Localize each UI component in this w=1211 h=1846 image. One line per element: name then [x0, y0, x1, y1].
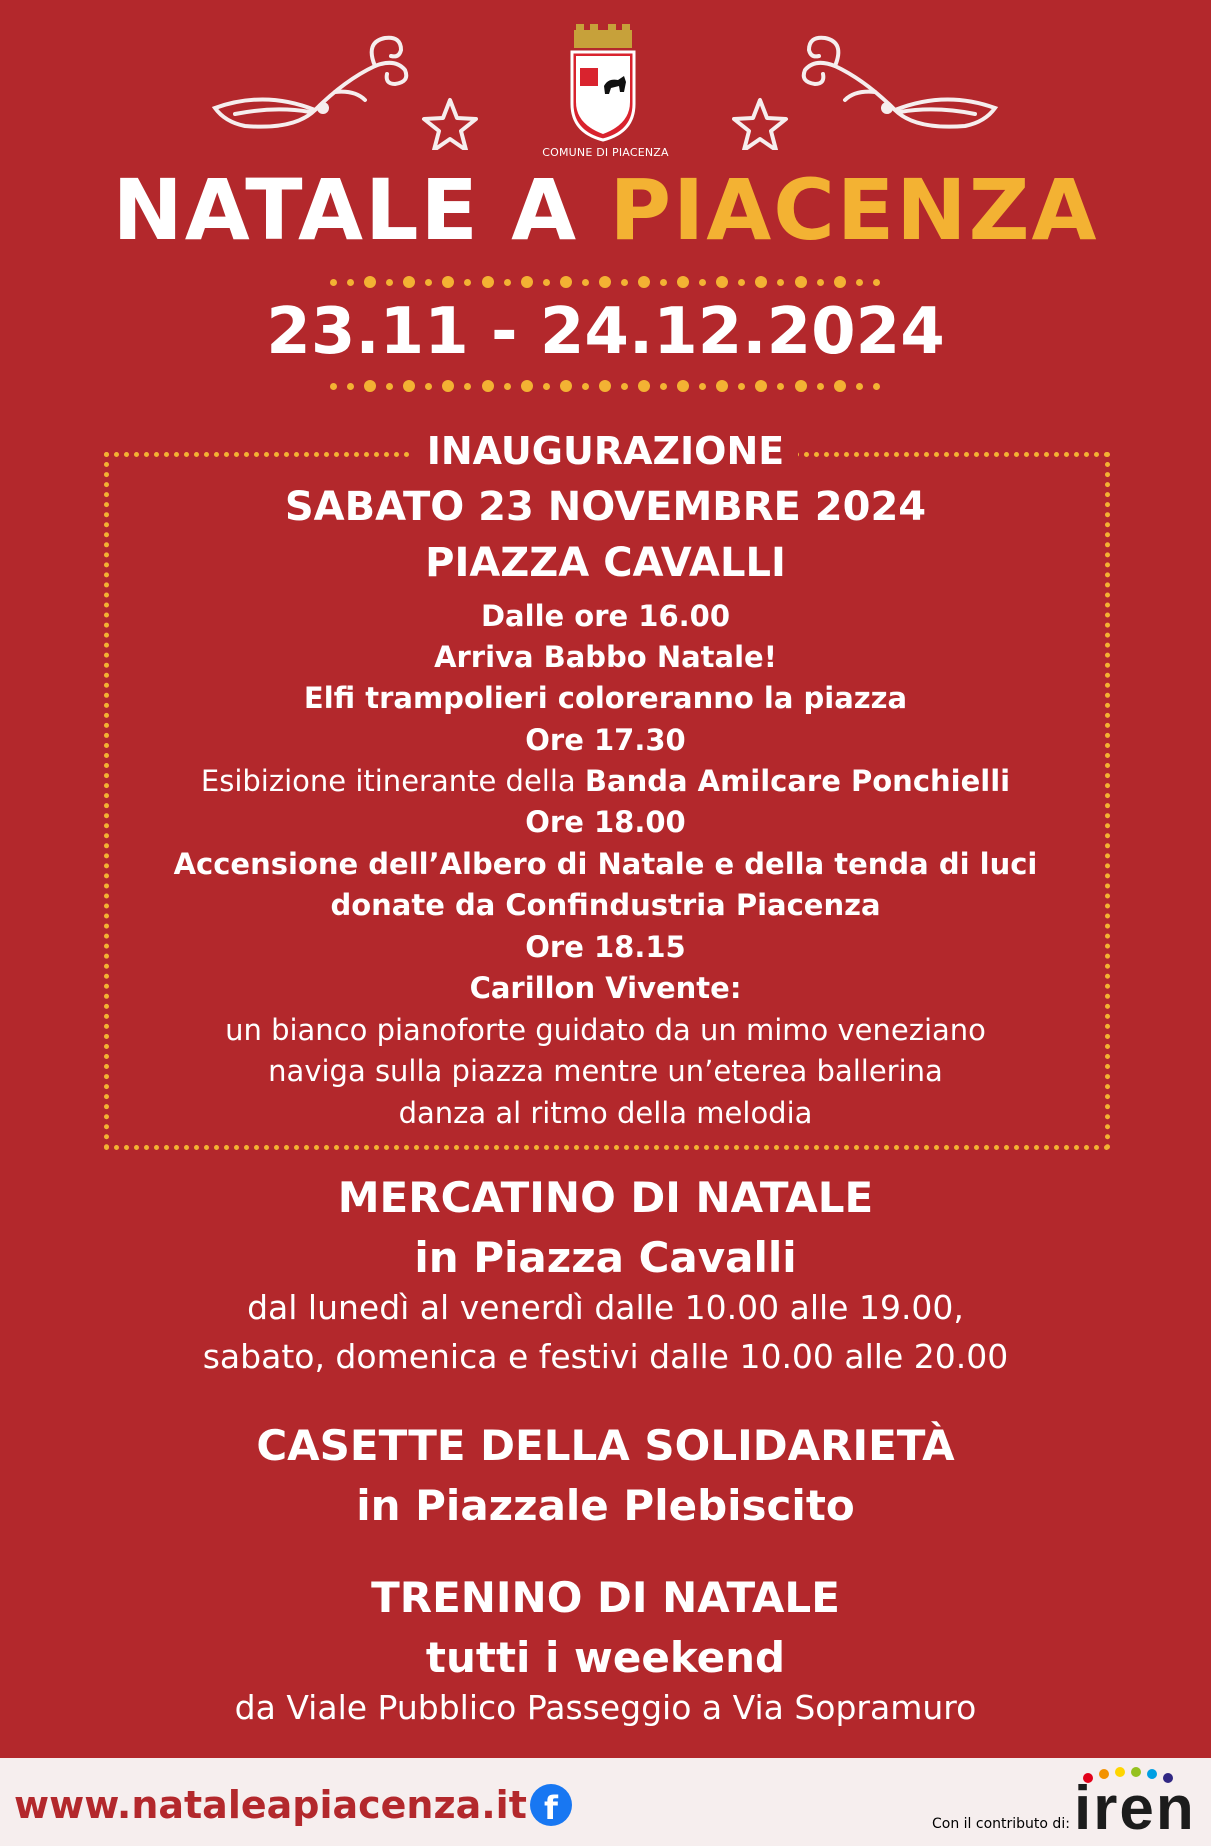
- divider-dot: [543, 279, 550, 286]
- divider-dot: [599, 380, 611, 392]
- item-carillon-line2: naviga sulla piazza mentre un’eterea ballerina: [268, 1054, 943, 1088]
- divider-dot: [543, 383, 550, 390]
- holly-decoration-right-icon: [725, 30, 1005, 150]
- divider-dot: [504, 383, 511, 390]
- divider-dot: [621, 279, 628, 286]
- market-hours-weekend: sabato, domenica e festivi dalle 10.00 alle 20.00: [202, 1337, 1009, 1376]
- divider-dot: [699, 383, 706, 390]
- item-babbo-natale: Arriva Babbo Natale!: [434, 640, 777, 674]
- crest-caption: COMUNE DI PIACENZA: [542, 146, 669, 159]
- train-route: da Viale Pubblico Passeggio a Via Sopramuro: [234, 1688, 977, 1727]
- inauguration-date: SABATO 23 NOVEMBRE 2024: [284, 484, 927, 530]
- inauguration-place: PIAZZA CAVALLI: [425, 540, 786, 586]
- divider-dot: [638, 380, 650, 392]
- title-white: NATALE A: [112, 161, 579, 259]
- divider-dot: [482, 276, 494, 288]
- divider-dot: [347, 279, 354, 286]
- divider-dot: [347, 383, 354, 390]
- divider-dot: [521, 276, 533, 288]
- divider-dot: [856, 383, 863, 390]
- divider-dot: [856, 279, 863, 286]
- divider-dot: [403, 380, 415, 392]
- item-albero: Accensione dell’Albero di Natale e della tenda di luci: [173, 847, 1038, 881]
- train-when: tutti i weekend: [425, 1633, 786, 1682]
- divider-dot: [755, 380, 767, 392]
- poster-title: [0, 160, 1211, 260]
- divider-dot: [795, 276, 807, 288]
- divider-dot: [330, 383, 337, 390]
- divider-dot: [330, 279, 337, 286]
- divider-dot: [716, 276, 728, 288]
- divider-dot: [660, 383, 667, 390]
- item-banda: Esibizione itinerante della Banda Amilcare Ponchielli: [200, 764, 1011, 798]
- item-elfi: Elfi trampolieri coloreranno la piazza: [303, 681, 908, 715]
- contribution-label: Con il contributo di:: [932, 1816, 1070, 1832]
- divider-dot: [777, 279, 784, 286]
- event-dates: 23.11 - 24.12.2024: [266, 295, 945, 369]
- divider-dot: [464, 383, 471, 390]
- divider-dot: [442, 380, 454, 392]
- item-confindustria: donate da Confindustria Piacenza: [330, 888, 881, 922]
- divider-dot: [364, 276, 376, 288]
- divider-dot: [582, 383, 589, 390]
- time-1815: Ore 18.15: [525, 930, 686, 964]
- divider-dot: [716, 380, 728, 392]
- divider-dot: [777, 383, 784, 390]
- title-gold: PIACENZA: [609, 161, 1099, 259]
- divider-dot: [403, 276, 415, 288]
- divider-dot: [386, 383, 393, 390]
- divider-dot: [386, 279, 393, 286]
- divider-dot: [504, 279, 511, 286]
- item-carillon-line3: danza al ritmo della melodia: [398, 1096, 813, 1130]
- time-1800: Ore 18.00: [525, 805, 686, 839]
- divider-dot: [699, 279, 706, 286]
- divider-dot: [738, 279, 745, 286]
- divider-dot: [482, 380, 494, 392]
- holly-decoration-left-icon: [205, 30, 485, 150]
- divider-dot: [521, 380, 533, 392]
- solidarity-title: CASETTE DELLA SOLIDARIETÀ: [256, 1421, 955, 1470]
- divider-dot: [755, 276, 767, 288]
- market-place: in Piazza Cavalli: [414, 1233, 797, 1282]
- facebook-icon[interactable]: f: [530, 1784, 572, 1826]
- divider-dot: [560, 380, 572, 392]
- sponsor-logo: iren: [1074, 1774, 1196, 1843]
- divider-dot: [817, 383, 824, 390]
- divider-dot: [425, 383, 432, 390]
- time-1730: Ore 17.30: [525, 723, 686, 757]
- divider-dot: [364, 380, 376, 392]
- divider-dot: [677, 380, 689, 392]
- divider-dot: [873, 383, 880, 390]
- website-link[interactable]: www.nataleapiacenza.it: [14, 1783, 527, 1827]
- divider-dot: [442, 276, 454, 288]
- footer: [0, 1758, 1211, 1846]
- item-carillon-title: Carillon Vivente:: [469, 971, 742, 1005]
- time-1600: Dalle ore 16.00: [480, 599, 730, 633]
- divider-dot: [834, 276, 846, 288]
- divider-dot: [425, 279, 432, 286]
- divider-dot: [738, 383, 745, 390]
- divider-dot: [817, 279, 824, 286]
- divider-dot: [582, 279, 589, 286]
- divider-dot: [621, 383, 628, 390]
- inauguration-label: INAUGURAZIONE: [0, 426, 1211, 476]
- divider-dot: [873, 279, 880, 286]
- divider-dot: [560, 276, 572, 288]
- divider-dot: [660, 279, 667, 286]
- divider-dot: [638, 276, 650, 288]
- market-title: MERCATINO DI NATALE: [337, 1173, 874, 1222]
- city-crest-icon: [568, 24, 638, 144]
- divider-dot: [677, 276, 689, 288]
- solidarity-place: in Piazzale Plebiscito: [356, 1481, 855, 1530]
- dotted-divider-top: [330, 272, 880, 292]
- divider-dot: [599, 276, 611, 288]
- divider-dot: [834, 380, 846, 392]
- dotted-divider-bottom: [330, 376, 880, 396]
- divider-dot: [464, 279, 471, 286]
- train-title: TRENINO DI NATALE: [371, 1573, 840, 1622]
- market-hours-weekdays: dal lunedì al venerdì dalle 10.00 alle 19.00,: [247, 1288, 964, 1327]
- item-carillon-line1: un bianco pianoforte guidato da un mimo veneziano: [225, 1013, 986, 1047]
- divider-dot: [795, 380, 807, 392]
